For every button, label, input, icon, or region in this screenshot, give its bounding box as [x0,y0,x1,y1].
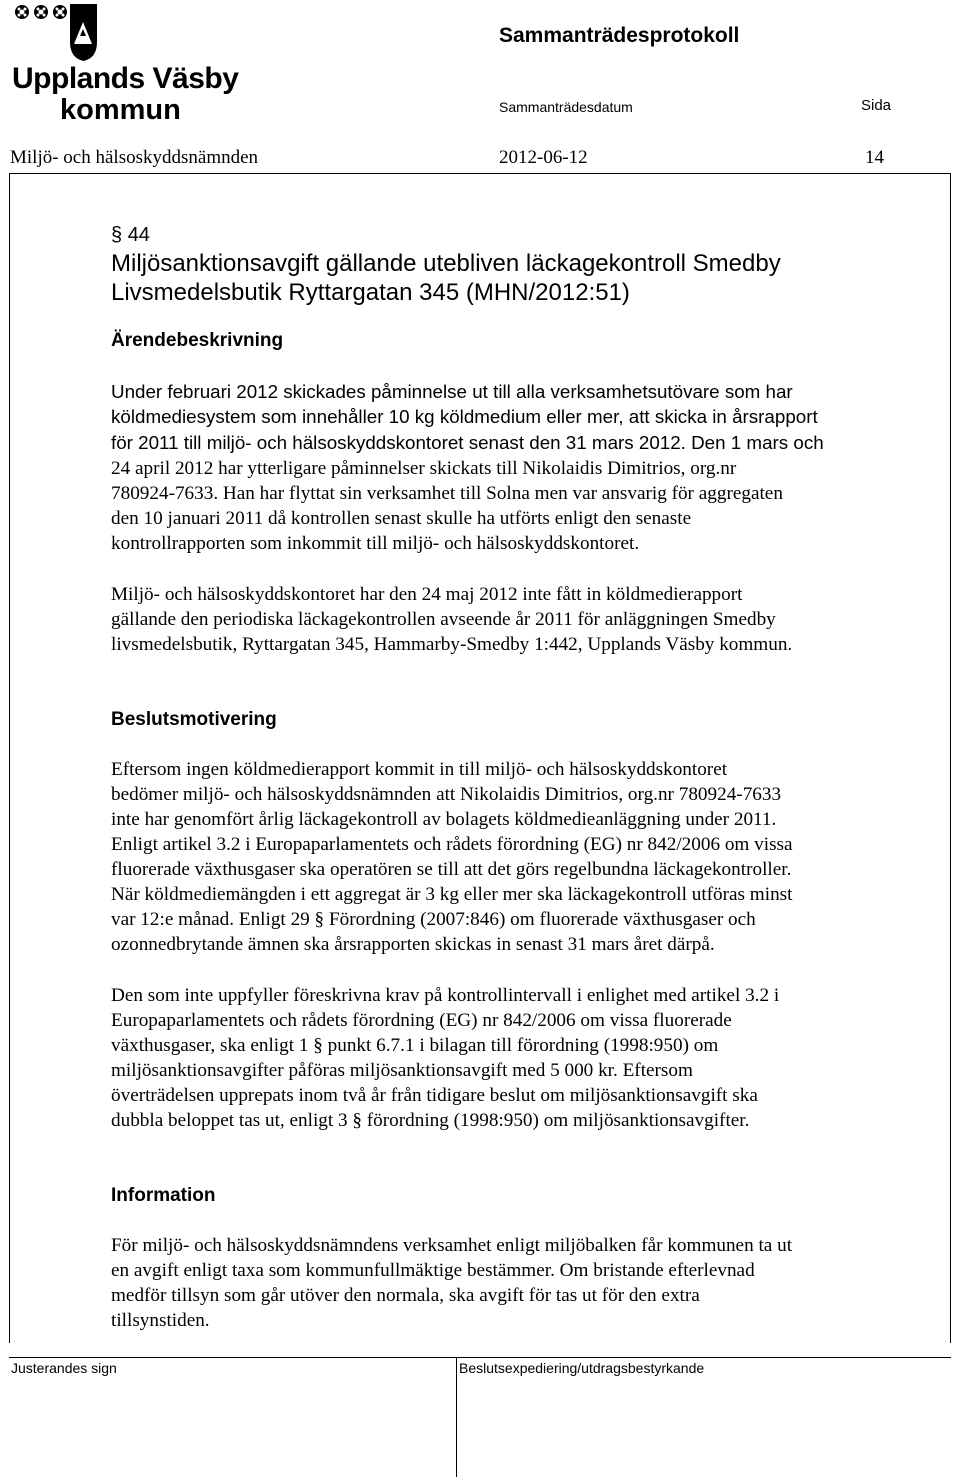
text-line: Europaparlamentets och rådets förordning (EG) nr 842/2006 om vissa fluorerade [111,1010,732,1031]
meeting-date: 2012-06-12 [499,147,588,168]
text-line: ozonnedbrytande ämnen ska årsrapporten skickas in senast 31 mars året därpå. [111,934,715,955]
justerandes-sign-label: Justerandes sign [11,1360,117,1376]
text-line: Miljö- och hälsoskyddskontoret har den 24 maj 2012 inte fått in köldmedierapport [111,584,743,605]
paragraph-number: § 44 [111,224,150,246]
section-title [111,249,781,307]
paragraph-number-value: 44 [127,224,150,246]
text-line: miljösanktionsavgifter påföras miljösanktionsavgift med 5 000 kr. Eftersom [111,1060,693,1081]
heading-arendebeskrivning: Ärendebeskrivning [111,330,284,351]
municipality-logo [8,2,239,126]
text-line: fluorerade växthusgaser ska operatören se till att det görs regelbundna läckagekontroller. [111,859,792,880]
heading-beslutsmotivering: Beslutsmotivering [111,709,277,730]
text-line: kontrollrapporten som inkommit till miljö- och hälsoskyddskontoret. [111,533,640,554]
section-title-line2: Livsmedelsbutik Ryttargatan 345 (MHN/2012:51) [111,279,630,306]
text-line: dubbla beloppet tas ut, enligt 3 § förordning (1998:950) om miljösanktionsavgifter. [111,1110,750,1131]
text-line: överträdelsen upprepats inom två år från tidigare beslut om miljösanktionsavgift ska [111,1085,758,1106]
text-line: växthusgaser, ska enligt 1 § punkt 6.7.1 i bilagan till förordning (1998:950) om [111,1035,719,1056]
footer-divider [9,1357,951,1358]
section-title-line1: Miljösanktionsavgift gällande utebliven läckagekontroll Smedby [111,250,781,277]
text-line: köldmediesystem som innehåller 10 kg köldmedium eller mer, att skicka in årsrapport [111,406,818,427]
text-line: Eftersom ingen köldmedierapport kommit in till miljö- och hälsoskyddskontoret [111,759,728,780]
text-line: den 10 januari 2011 då kontrollen senast skulle ha utförts enligt den senaste [111,508,692,529]
page-label: Sida [861,97,892,114]
text-line: inte har genomfört årlig läckagekontroll av bolagets köldmedieanläggning under 2011. [111,809,777,830]
expedition-label: Beslutsexpediering/utdragsbestyrkande [459,1360,705,1376]
signature-divider [456,1357,457,1477]
logo-name-line1: Upplands Väsby [12,62,239,95]
text-line: För miljö- och hälsoskyddsnämndens verksamhet enligt miljöbalken får kommunen ta ut [111,1235,793,1256]
text-line: bedömer miljö- och hälsoskyddsnämnden att Nikolaidis Dimitrios, org.nr 780924-7633 [111,784,782,805]
heading-information: Information [111,1185,216,1206]
text-line: medför tillsyn som går utöver den normala, ska avgift för tas ut för den extra [111,1285,700,1306]
text-line: Under februari 2012 skickades påminnelse ut till alla verksamhetsutövare som har [111,381,793,402]
text-line: för 2011 till miljö- och hälsoskyddskontoret senast den 31 mars 2012. Den 1 mars och [111,432,824,453]
text-line: gällande den periodiska läckagekontrollen avseende år 2011 för anläggningen Smedby [111,609,776,630]
text-line: 24 april 2012 har ytterligare påminnelser skickats till Nikolaidis Dimitrios, org.nr [111,458,737,479]
logo-name-line2: kommun [60,94,181,126]
date-label: Sammanträdesdatum [499,99,633,115]
text-line: Den som inte uppfyller föreskrivna krav på kontrollintervall i enlighet med artikel 3.2 i [111,985,780,1006]
coat-of-arms-icon [8,2,98,62]
text-line: När köldmediemängden i ett aggregat är 3 kg eller mer ska läckagekontroll utföras minst [111,884,793,905]
text-line: tillsynstiden. [111,1310,210,1331]
text-line: 780924-7633. Han har flyttat sin verksamhet till Solna men var ansvarig för aggregaten [111,483,783,504]
text-line: var 12:e månad. Enligt 29 § Förordning (2007:846) om fluorerade växthusgaser och [111,909,756,930]
text-line: livsmedelsbutik, Ryttargatan 345, Hammarby-Smedby 1:442, Upplands Väsby kommun. [111,634,793,655]
page-number: 14 [865,147,884,168]
document-type: Sammanträdesprotokoll [499,24,740,47]
committee-name: Miljö- och hälsoskyddsnämnden [10,147,259,168]
text-line: Enligt artikel 3.2 i Europaparlamentets och rådets förordning (EG) nr 842/2006 om vissa [111,834,793,855]
text-line: en avgift enligt taxa som kommunfullmäktige bestämmer. Om bristande efterlevnad [111,1260,755,1281]
